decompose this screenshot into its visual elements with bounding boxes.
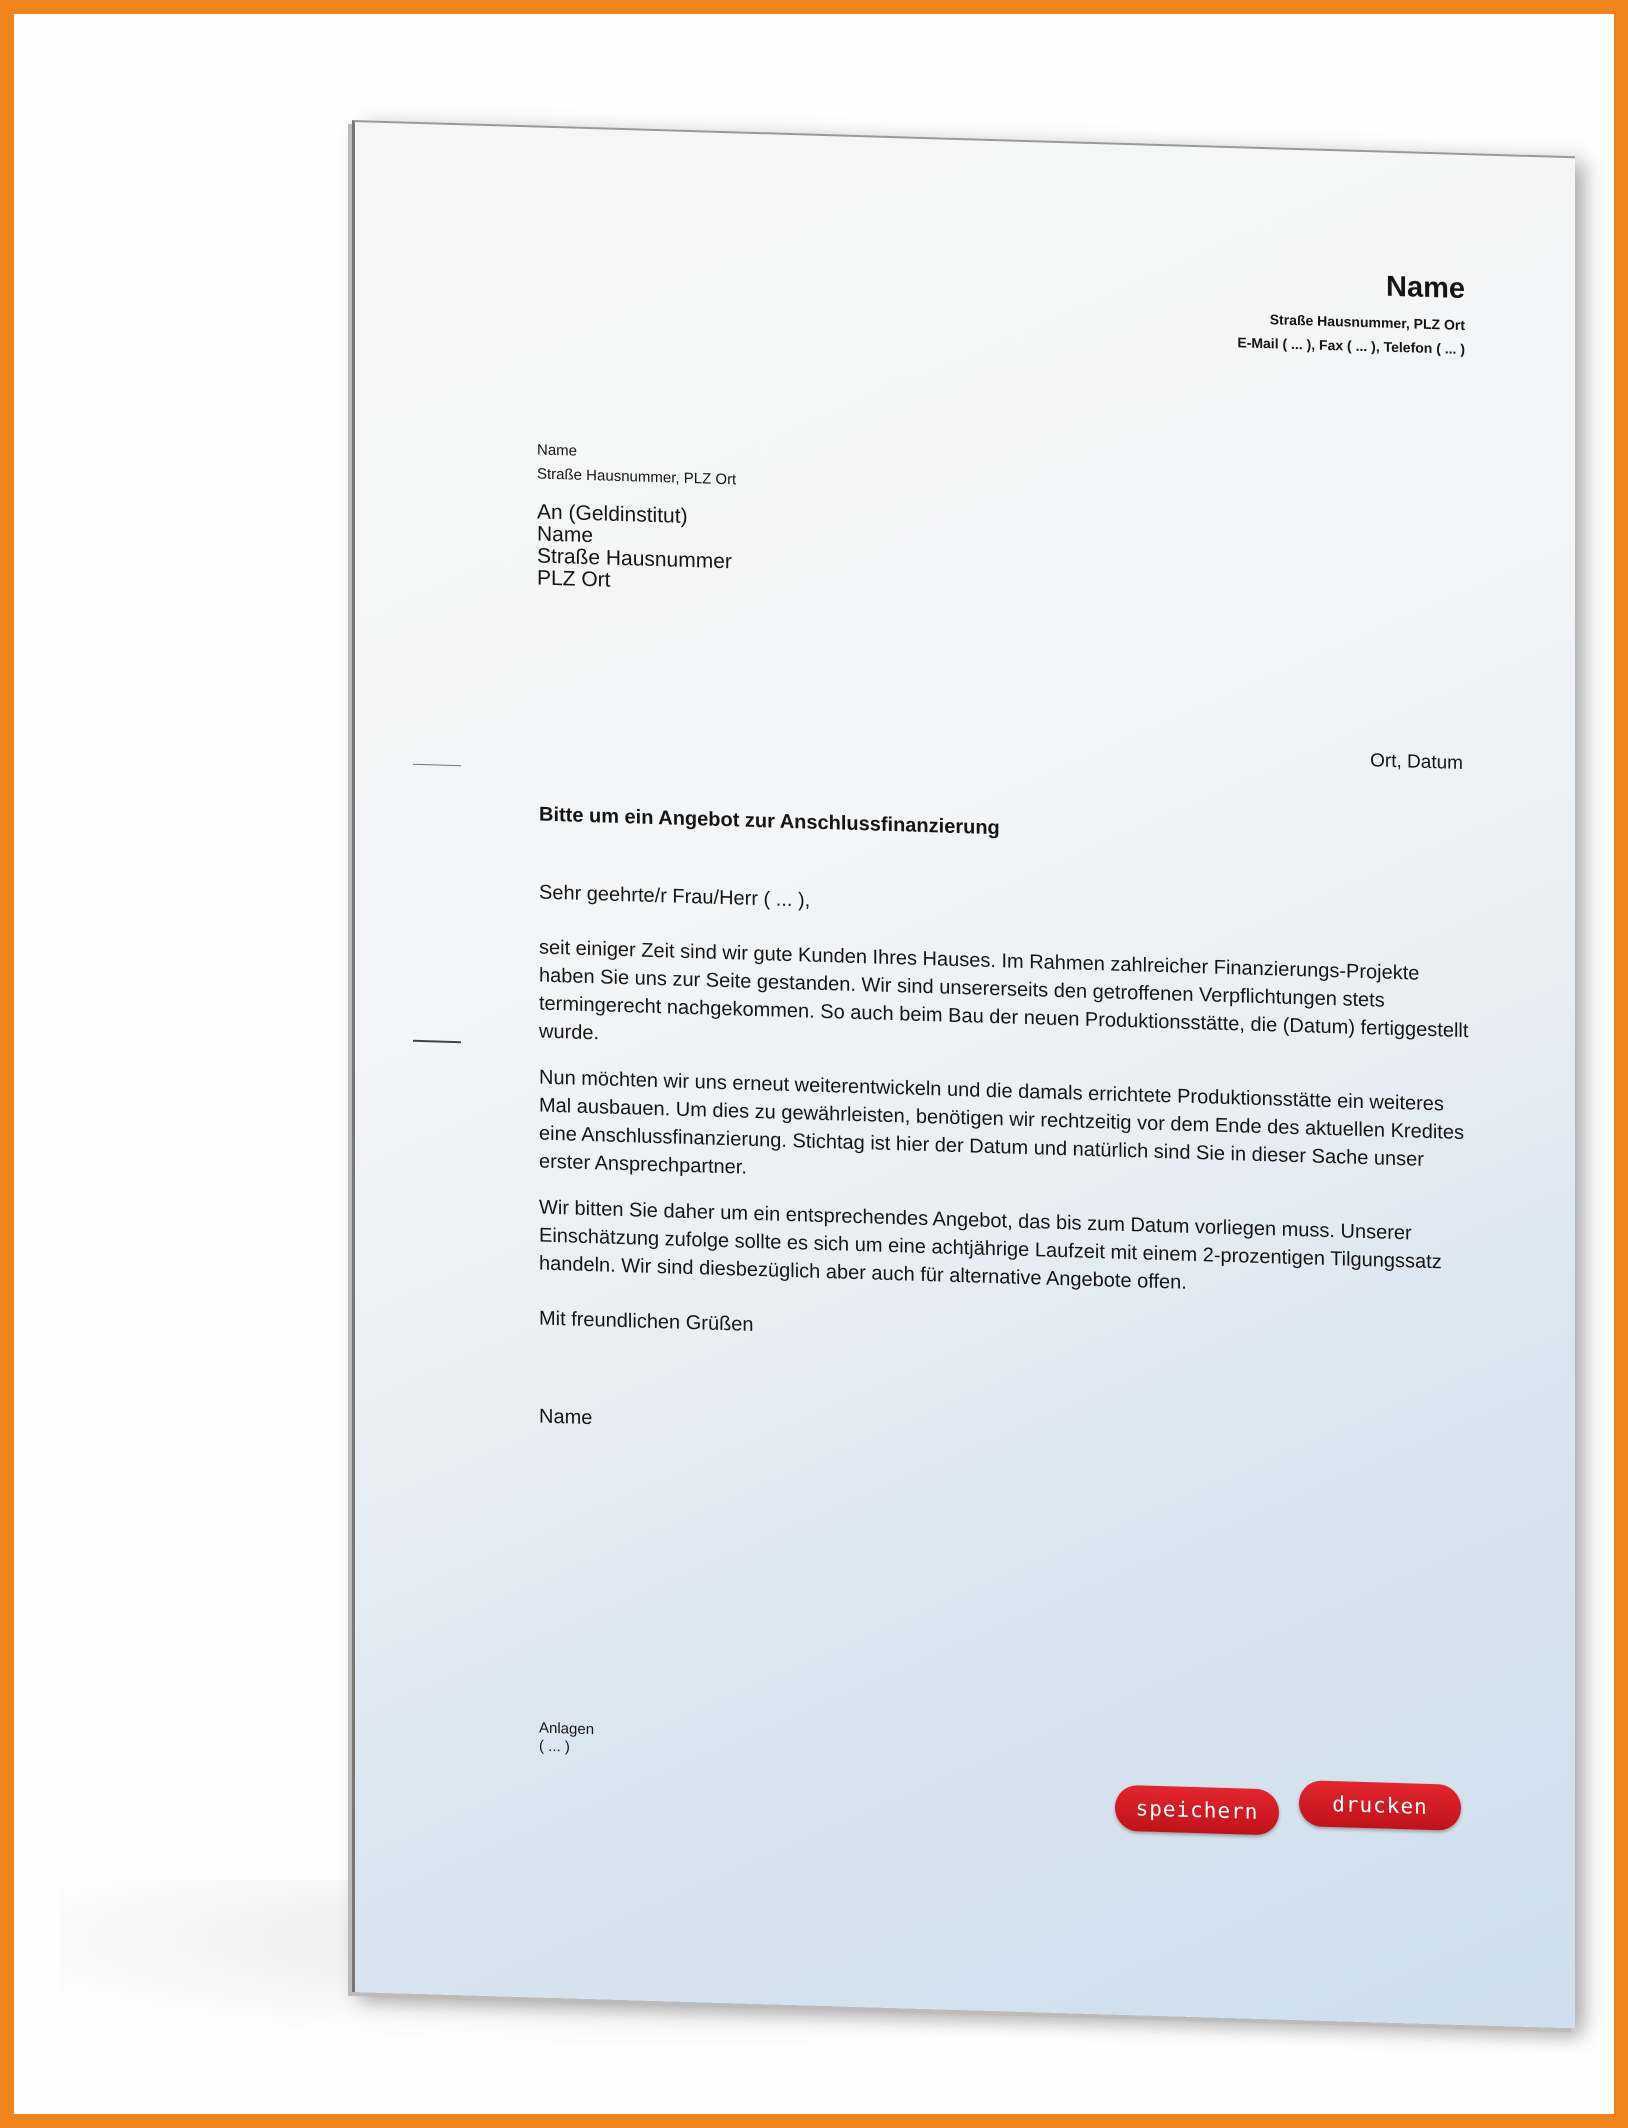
signature-name: Name — [539, 1405, 593, 1430]
recipient-line-1: An (Geldinstitut) — [537, 500, 688, 528]
salutation: Sehr geehrte/r Frau/Herr ( ... ), — [539, 881, 811, 912]
paragraph-3: Wir bitten Sie daher um ein entsprechendes Angebot, das bis zum Datum vorliegen muss. Unserer Einschätzung zufolge sollte es sich um eine achtjährige Laufzeit mit einem 2-prozentigen Tilgungssatz handeln. Wir sind diesbezüglich aber auch für alternative Angebote offen. — [539, 1196, 1442, 1294]
attachments-value: ( ... ) — [539, 1737, 570, 1756]
save-button[interactable]: speichern — [1115, 1785, 1279, 1836]
recipient-line-4: PLZ Ort — [537, 566, 611, 592]
return-address-street: Straße Hausnummer, PLZ Ort — [537, 465, 737, 489]
fold-mark-middle — [413, 1040, 461, 1043]
letter-subject: Bitte um ein Angebot zur Anschlussfinanzierung — [539, 803, 1000, 840]
sender-contact: E-Mail ( ... ), Fax ( ... ), Telefon ( ... ) — [1237, 334, 1465, 358]
recipient-line-3: Straße Hausnummer — [537, 544, 732, 574]
recipient-line-2: Name — [537, 522, 594, 548]
closing: Mit freundlichen Grüßen — [539, 1307, 754, 1336]
letter-page — [352, 120, 1575, 2028]
sender-address: Straße Hausnummer, PLZ Ort — [1269, 311, 1465, 334]
sender-name: Name — [1386, 270, 1465, 306]
paragraph-2: Nun möchten wir uns erneut weiterentwickeln und die damals errichtete Produktionsstätte ein weiteres Mal ausbauen. Um dies zu gewährleisten, benötigen wir rechtzeitig vor dem Ende des aktuellen Kredites eine Anschlussfinanzierung. Stichtag ist hier der Datum und natürlich sind Sie in dieser Sache unser erster Ansprechpartner. — [539, 1066, 1464, 1179]
attachments-label: Anlagen — [539, 1719, 595, 1739]
print-button[interactable]: drucken — [1299, 1780, 1461, 1831]
paragraph-1: seit einiger Zeit sind wir gute Kunden Ihres Hauses. Im Rahmen zahlreicher Finanzierungs-Projekte haben Sie uns zur Seite gestanden. Wir sind unsererseits den getroffenen Verpflichtungen stets termingerecht nachgekommen. So auch beim Bau der neuen Produktionsstätte, die (Datum) fertiggestellt wurde. — [539, 936, 1469, 1045]
fold-mark-top — [413, 764, 461, 766]
recipient-block — [537, 501, 732, 595]
return-address-name: Name — [537, 441, 578, 460]
place-date: Ort, Datum — [1370, 750, 1463, 774]
